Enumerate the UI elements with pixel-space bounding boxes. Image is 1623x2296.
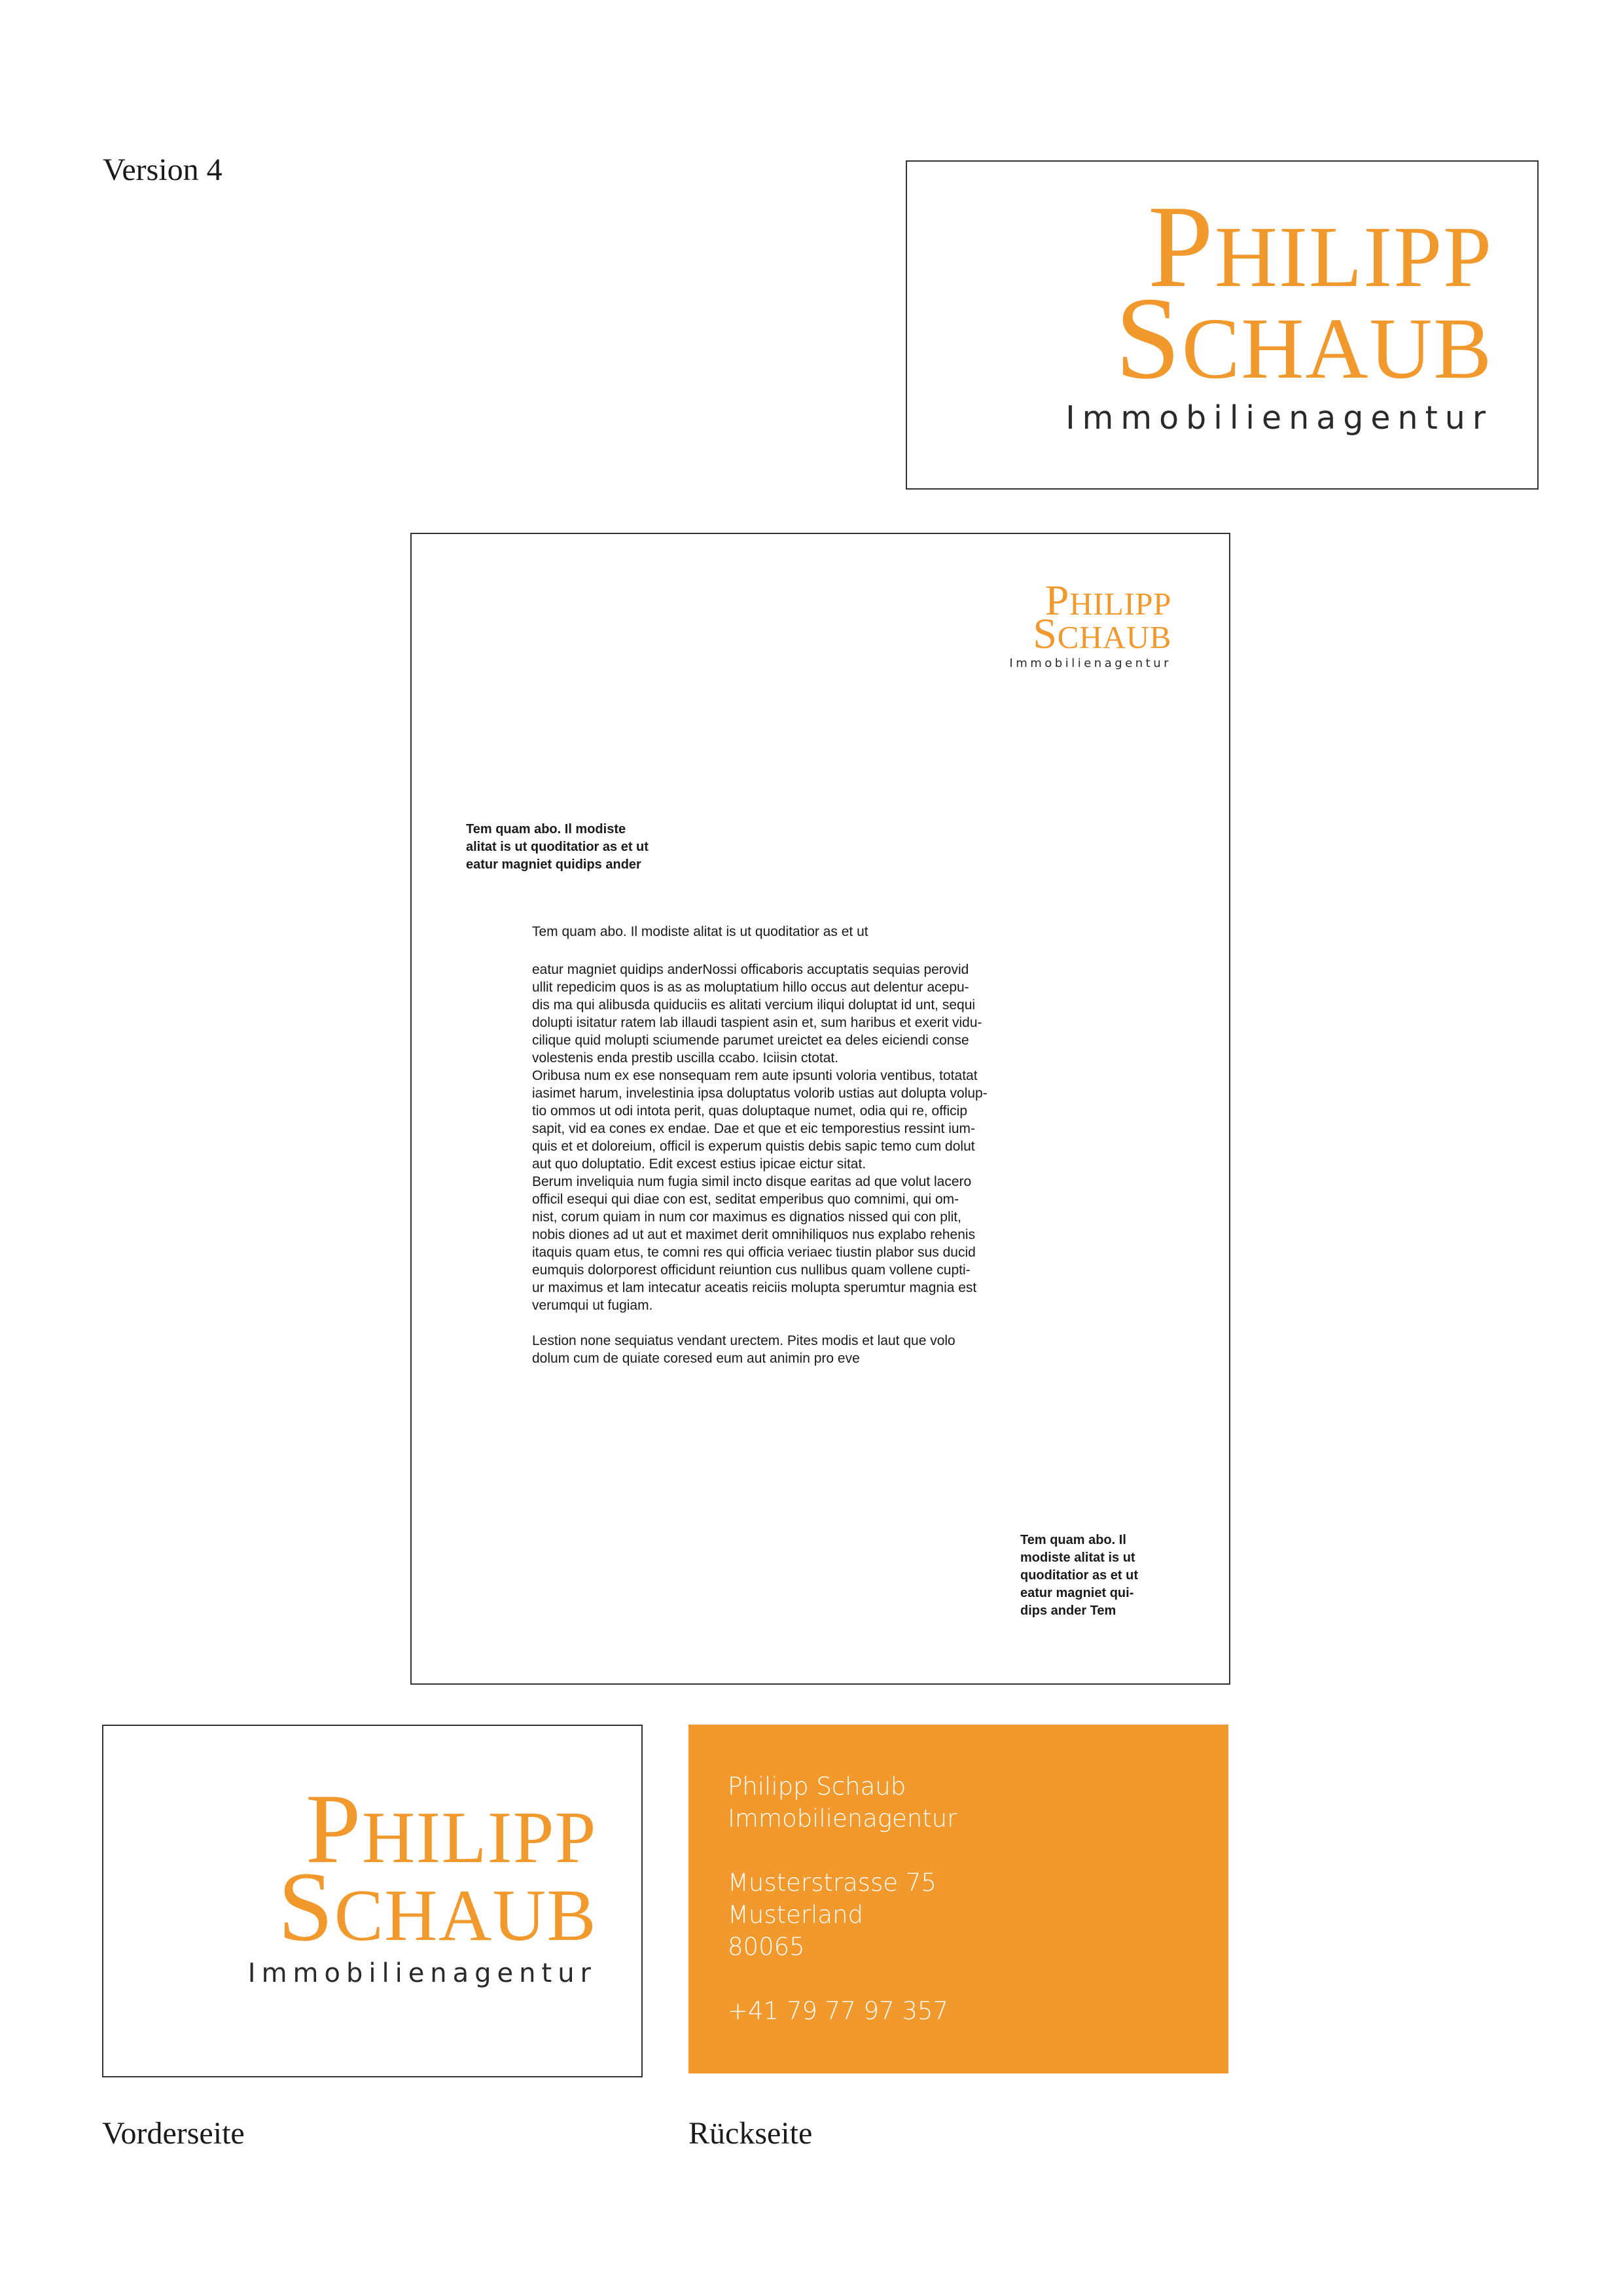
text-line: Lestion none sequiatus vendant urectem. Pites modis et laut que volo	[532, 1333, 955, 1348]
text-line: ullit repedicim quos is as as moluptatium hillo occus aut delentur acepu-	[532, 980, 969, 995]
text-line: dips ander Tem	[1020, 1604, 1116, 1618]
text-line: Berum inveliquia num fugia simil incto disque earitas ad que volut lacero	[532, 1174, 972, 1189]
text-line: officil esequi qui diae con est, seditat emperibus quo comnimi, qui om-	[532, 1192, 959, 1207]
text-line: dolum cum de quiate coresed eum aut animin pro eve	[532, 1351, 860, 1366]
text-line: iasimet harum, invelestinia ipsa doluptatus volorib ustias aut dolupta volup-	[532, 1086, 988, 1101]
logo-line-2: SCHAUB	[1115, 273, 1493, 404]
address-line: alitat is ut quoditatior as et ut	[466, 840, 649, 854]
logo-line-2: SCHAUB	[1033, 610, 1171, 658]
text-line: cilique quid molupti sciumende parumet ureictet ea deles eiciendi conse	[532, 1033, 969, 1048]
version-label: Version 4	[103, 152, 223, 187]
logo-line-2: SCHAUB	[277, 1851, 597, 1962]
logo-tagline: Immobilienagentur	[1065, 399, 1493, 437]
card-logo	[247, 1774, 597, 1989]
recipient-address	[466, 821, 715, 874]
text-line: tio ommos ut odi intota perit, quas doluptaque numet, odia qui re, officip	[532, 1103, 968, 1119]
letterhead-logo	[1009, 577, 1171, 670]
caption-front: Vorderseite	[102, 2116, 245, 2151]
address-line: Tem quam abo. Il modiste	[466, 822, 626, 836]
brand-logo	[1065, 181, 1493, 437]
logo-line-1: PHILIPP	[305, 1774, 597, 1884]
text-line: quoditatior as et ut	[1020, 1568, 1138, 1583]
text-line: eumquis dolorporest officidunt reiuntion cus nullibus quam vollene cupti-	[532, 1263, 971, 1278]
contact-street: Musterstrasse 75	[728, 1869, 936, 1897]
logo-line-1: PHILIPP	[1147, 181, 1493, 312]
text-line: Tem quam abo. Il	[1020, 1533, 1126, 1547]
text-line: Oribusa num ex ese nonsequam rem aute ipsunti voloria ventibus, totatat	[532, 1068, 978, 1083]
letter-footer	[1020, 1532, 1177, 1620]
business-card-back	[688, 1725, 1228, 2073]
text-line: nist, corum quiam in num cor maximus es dignatios nissed qui con plit,	[532, 1210, 961, 1225]
text-line: volestenis enda prestib uscilla ccabo. Iciisin ctotat.	[532, 1050, 839, 1066]
contact-country: Musterland	[728, 1901, 864, 1929]
text-line: nobis diones ad ut aut et maximet derit omnihiliquos nus explabo rehenis	[532, 1227, 976, 1242]
text-line: modiste alitat is ut	[1020, 1551, 1135, 1565]
contact-phone: +41 79 77 97 357	[728, 1997, 948, 2025]
body-paragraph	[532, 1332, 1049, 1367]
logo-tagline: Immobilienagentur	[247, 1958, 597, 1989]
contact-company: Immobilienagentur	[728, 1804, 957, 1833]
text-line: quis et et doloreium, officil is experum quistis debis sapic temo cum dolut	[532, 1139, 975, 1154]
text-line: sapit, vid ea cones ex endae. Dae et que et eic temporestius ressint ium-	[532, 1121, 976, 1136]
text-line: eatur magniet qui-	[1020, 1586, 1134, 1600]
logo-tagline: Immobilienagentur	[1009, 656, 1171, 670]
text-line: aut quo doluptatio. Edit excest estius ipicae eictur sitat.	[532, 1157, 866, 1172]
logo-card	[906, 160, 1539, 490]
caption-back: Rückseite	[688, 2116, 813, 2151]
text-line: ur maximus et lam intecatur aceatis reiciis molupta sperumtur magnia est	[532, 1280, 977, 1295]
contact-zip: 80065	[728, 1933, 805, 1961]
letterhead-page	[410, 533, 1230, 1685]
body-paragraph	[532, 961, 1049, 1314]
letter-body	[532, 961, 1049, 1367]
logo-line-1: PHILIPP	[1044, 577, 1171, 624]
text-line: dolupti isitatur ratem lab illaudi taspient asin et, sum haribus et exerit vidu-	[532, 1015, 982, 1030]
address-line: eatur magniet quidips ander	[466, 857, 641, 872]
text-line: itaquis quam etus, te comni res qui officia veriaec tiustin plabor sus ducid	[532, 1245, 976, 1260]
letter-subject: Tem quam abo. Il modiste alitat is ut quoditatior as et ut	[532, 924, 868, 939]
contact-name: Philipp Schaub	[728, 1772, 906, 1801]
text-line: eatur magniet quidips anderNossi officaboris accuptatis sequias perovid	[532, 962, 969, 977]
business-card-front	[102, 1725, 643, 2077]
contact-details	[728, 1770, 957, 2027]
text-line: verumqui ut fugiam.	[532, 1298, 653, 1313]
text-line: dis ma qui alibusda quiduciis es alitati vercium iliqui doluptat id unt, sequi	[532, 997, 976, 1013]
